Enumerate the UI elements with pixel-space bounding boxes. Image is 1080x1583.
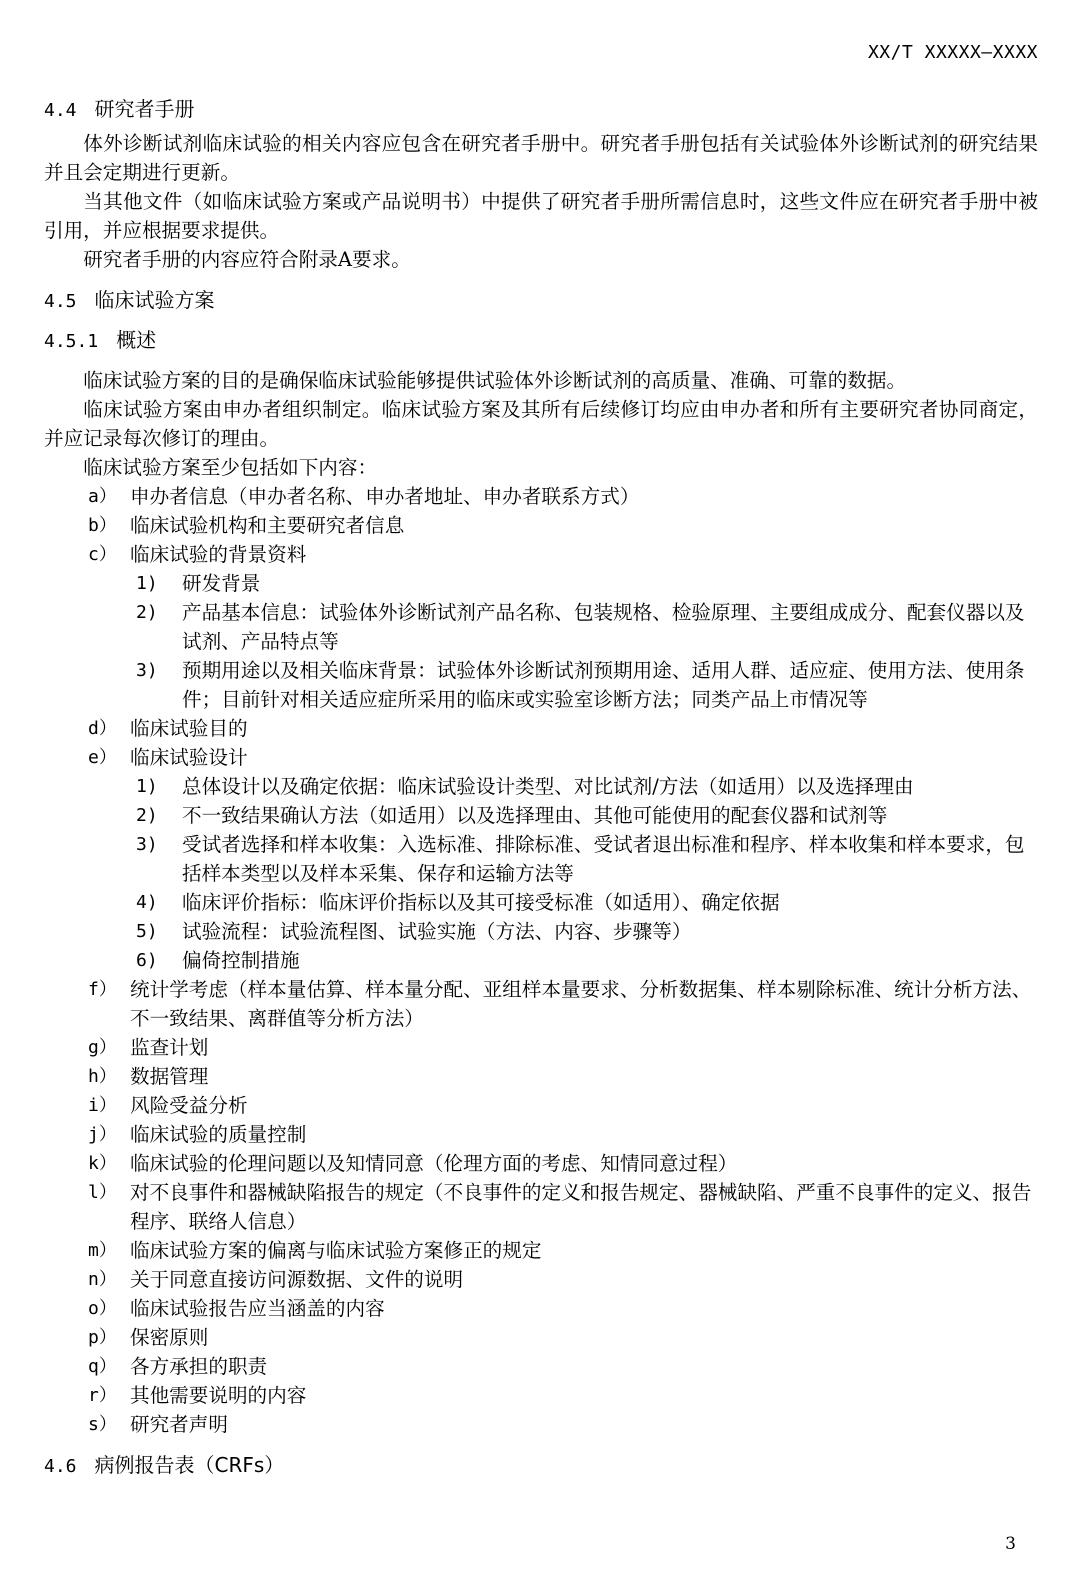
section-heading-4-6 [44,1451,1038,1481]
paragraph: 临床试验方案的目的是确保临床试验能够提供试验体外诊断试剂的高质量、准确、可靠的数据。 [83,369,907,392]
page-content [44,95,1038,1491]
sub-list-item: 5) 试验流程：试验流程图、试验实施（方法、内容、步骤等） [136,920,692,943]
sub-list-item: 3) 受试者选择和样本收集：入选标准、排除标准、受试者退出标准和程序、样本收集和样本要求，包括样本类型以及样本采集、保存和运输方法等 [136,833,1025,885]
paragraph: 研究者手册的内容应符合附录A要求。 [83,248,411,271]
paragraph: 当其他文件（如临床试验方案或产品说明书）中提供了研究者手册所需信息时，这些文件应在研究者手册中被引用，并应根据要求提供。 [44,190,1038,242]
list-item: i） 风险受益分析 [88,1094,248,1117]
list-item: g） 监查计划 [88,1036,209,1059]
section-heading-4-4 [44,95,1038,125]
list-item: k） 临床试验的伦理问题以及知情同意（伦理方面的考虑、知情同意过程） [88,1152,738,1175]
list-item: d） 临床试验目的 [88,717,248,740]
section-title: 临床试验方案 [94,288,215,312]
list-item: c） 临床试验的背景资料 [88,543,307,566]
section-number: 4.4 [44,100,77,121]
list-item: h） 数据管理 [88,1065,209,1088]
list-item: b） 临床试验机构和主要研究者信息 [88,514,405,537]
list-item: r） 其他需要说明的内容 [88,1384,307,1407]
document-code: XX/T XXXXX—XXXX [867,42,1038,63]
protocol-content-list [44,482,1038,1439]
section-heading-4-5 [44,286,1038,316]
sub-list-item: 2) 产品基本信息：试验体外诊断试剂产品名称、包装规格、检验原理、主要组成成分、配套仪器以及试剂、产品特点等 [136,601,1025,653]
list-item: m） 临床试验方案的偏离与临床试验方案修正的规定 [88,1239,542,1262]
section-title: 病例报告表（CRFs） [94,1453,285,1477]
list-item: n） 关于同意直接访问源数据、文件的说明 [88,1268,464,1291]
list-item: j） 临床试验的质量控制 [88,1123,307,1146]
list-item: o） 临床试验报告应当涵盖的内容 [88,1297,385,1320]
page-number: 3 [1005,1534,1016,1554]
section-number: 4.5.1 [44,331,99,352]
section-title: 概述 [116,328,157,352]
list-item: a） 申办者信息（申办者名称、申办者地址、申办者联系方式） [88,485,640,508]
section-number: 4.6 [44,1456,77,1477]
sub-list-item: 4) 临床评价指标：临床评价指标以及其可接受标准（如适用）、确定依据 [136,891,780,914]
list-item: p） 保密原则 [88,1326,209,1349]
sub-list-item: 6) 偏倚控制措施 [136,949,300,972]
paragraph: 临床试验方案由申办者组织制定。临床试验方案及其所有后续修订均应由申办者和所有主要研究者协同商定，并应记录每次修订的理由。 [44,398,1038,450]
sub-list-item: 3) 预期用途以及相关临床背景：试验体外诊断试剂预期用途、适用人群、适应症、使用方法、使用条件；目前针对相关适应症所采用的临床或实验室诊断方法；同类产品上市情况等 [136,659,1025,711]
sub-list-item: 1) 研发背景 [136,572,261,595]
list-item: s） 研究者声明 [88,1413,228,1436]
list-item: f） 统计学考虑（样本量估算、样本量分配、亚组样本量要求、分析数据集、样本剔除标准、统计分析方法、不一致结果、离群值等分析方法） [88,978,1032,1030]
paragraph: 体外诊断试剂临床试验的相关内容应包含在研究者手册中。研究者手册包括有关试验体外诊断试剂的研究结果并且会定期进行更新。 [44,132,1038,184]
sub-list-item: 1) 总体设计以及确定依据：临床试验设计类型、对比试剂/方法（如适用）以及选择理由 [136,775,914,798]
list-item: e） 临床试验设计 [88,746,248,769]
paragraph: 临床试验方案至少包括如下内容： [83,456,378,479]
sub-list-item: 2) 不一致结果确认方法（如适用）以及选择理由、其他可能使用的配套仪器和试剂等 [136,804,888,827]
section-title: 研究者手册 [94,97,195,121]
list-item: l） 对不良事件和器械缺陷报告的规定（不良事件的定义和报告规定、器械缺陷、严重不良事件的定义、报告程序、联络人信息） [88,1181,1032,1233]
list-item: q） 各方承担的职责 [88,1355,268,1378]
section-heading-4-5-1 [44,326,1038,356]
section-number: 4.5 [44,291,77,312]
